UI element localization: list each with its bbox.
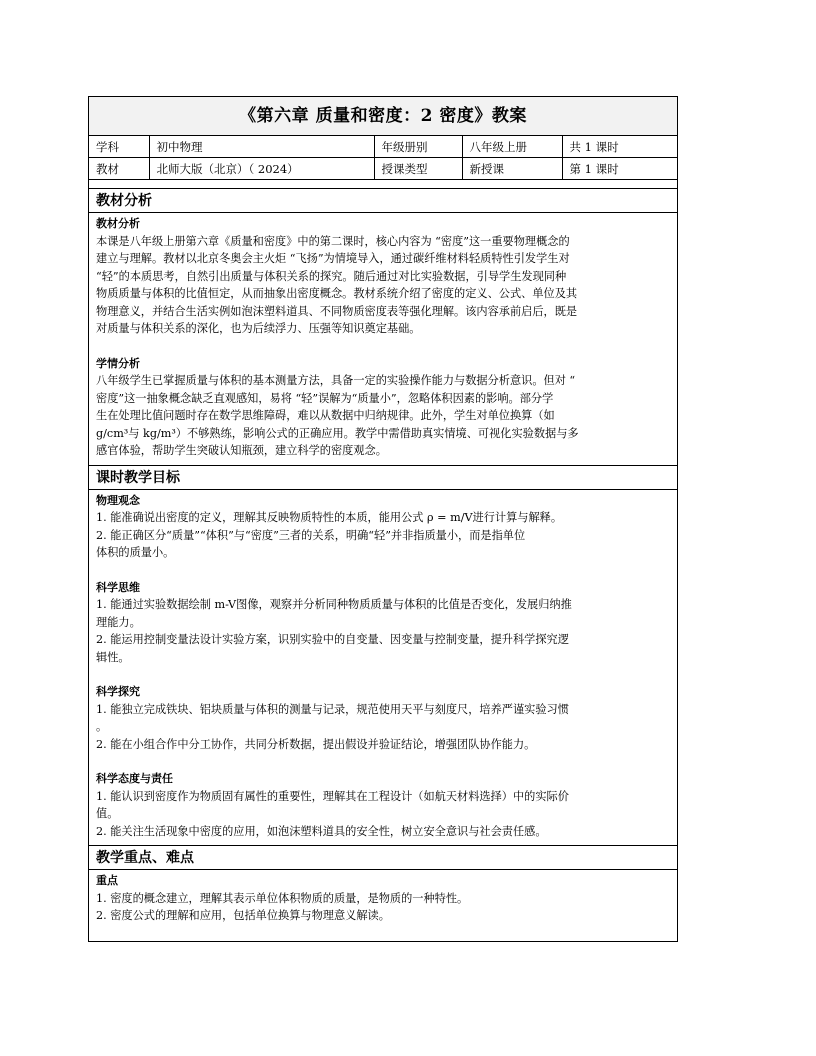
grade-label: 年级册别: [374, 136, 462, 158]
text-line: 2. 能在小组合作中分工协作，共同分析数据，提出假设并验证结论，增强团队协作能力。: [96, 737, 536, 751]
grade-value: 八年级上册: [462, 136, 562, 158]
section-heading-keypoints: 教学重点、难点: [89, 845, 677, 870]
lesson-plan-sheet: [88, 96, 678, 942]
text-line: 体积的质量小。: [96, 546, 175, 559]
text-line: 2. 密度公式的理解和应用，包括单位换算与物理意义解读。: [96, 909, 390, 922]
text-line: 1. 能通过实验数据绘制 m-V图像，观察并分析同种物质质量与体积的比值是否变化，发展归纳推: [96, 598, 572, 611]
text-line: 八年级学生已掌握质量与体积的基本测量方法，具备一定的实验操作能力与数据分析意识。但对 “: [96, 374, 576, 387]
textbook-analysis-text: [96, 233, 669, 338]
document-title: 《第六章 质量和密度：2 密度》教案: [89, 97, 677, 136]
goal-group-title: 科学态度与责任: [96, 772, 173, 785]
section-heading-analysis: 教材分析: [89, 188, 677, 213]
info-row-subject: [89, 136, 677, 158]
textbook-label: 教材: [89, 158, 149, 180]
text-line: 本课是八年级上册第六章《质量和密度》中的第二课时，核心内容为 “密度”这一重要物理概念的: [96, 234, 570, 248]
subheading-textbook-analysis: 教材分析: [96, 217, 140, 230]
total-hours: 共 1 课时: [562, 136, 677, 158]
section-body-analysis: [89, 213, 677, 465]
goal-group-title: 物理观念: [96, 493, 140, 507]
text-line: 密度”这一抽象概念缺乏直观感知，易将 “轻”误解为“质量小”，忽略体积因素的影响。部分学: [96, 391, 554, 405]
goal-group-title: 科学探究: [96, 685, 140, 698]
text-line: 1. 能独立完成铁块、铝块质量与体积的测量与记录，规范使用天平与刻度尺，培养严谨实验习惯: [96, 702, 569, 716]
text-line: 物质质量与体积的比值恒定，从而抽象出密度概念。教材系统介绍了密度的定义、公式、单位及其: [96, 287, 578, 300]
text-line: g/cm³与 kg/m³）不够熟练，影响公式的正确应用。教学中需借助真实情境、可视化实验数据与多: [96, 426, 579, 440]
subject-label: 学科: [89, 136, 149, 158]
text-line: 感官体验，帮助学生突破认知瓶颈，建立科学的密度观念。: [96, 444, 387, 457]
text-line: 物理意义，并结合生活实例如泡沫塑料道具、不同物质密度表等强化理解。该内容承前启后，既是: [96, 304, 578, 318]
course-info-table: [89, 136, 677, 180]
text-line: 1. 能准确说出密度的定义，理解其反映物质特性的本质，能用公式 ρ = m/V进行计算与解释。: [96, 511, 563, 524]
subheading-key-points: 重点: [96, 874, 118, 887]
text-line: 生在处理比值问题时存在数学思维障碍，难以从数据中归纳规律。此外，学生对单位换算（如: [96, 409, 555, 422]
textbook-value: 北师大版（北京）（ 2024）: [149, 158, 374, 180]
text-line: 建立与理解。教材以北京冬奥会主火炬 “飞扬”为情境导入，通过碳纤维材料轻质特性引发学生对: [96, 252, 570, 265]
text-line: 2. 能关注生活现象中密度的应用，如泡沫塑料道具的安全性，树立安全意识与社会责任感。: [96, 824, 547, 838]
lesson-type-label: 授课类型: [374, 158, 462, 180]
subheading-student-analysis: 学情分析: [96, 356, 140, 370]
section-body-keypoints: [89, 870, 677, 941]
subject-value: 初中物理: [149, 136, 374, 158]
text-line: “轻”的本质思考，自然引出质量与体积关系的探究。随后通过对比实验数据，引导学生发现同种: [96, 269, 567, 283]
lesson-type-value: 新授课: [462, 158, 562, 180]
text-line: 1. 能认识到密度作为物质固有属性的重要性，理解其在工程设计（如航天材料选择）中的实际价: [96, 789, 569, 803]
lesson-number: 第 1 课时: [562, 158, 677, 180]
text-line: 值。: [96, 807, 119, 820]
text-line: 辑性。: [96, 650, 130, 664]
section-body-goals: [89, 490, 677, 846]
text-line: 对质量与体积关系的深化，也为后续浮力、压强等知识奠定基础。: [96, 322, 421, 335]
info-row-textbook: [89, 158, 677, 180]
student-analysis-text: [96, 372, 669, 460]
text-line: 1. 密度的概念建立，理解其表示单位体积物质的质量，是物质的一种特性。: [96, 891, 469, 905]
section-heading-goals: 课时教学目标: [89, 465, 677, 490]
goal-group-title: 科学思维: [96, 580, 140, 594]
text-line: 2. 能运用控制变量法设计实验方案，识别实验中的自变量、因变量与控制变量，提升科学探究逻: [96, 633, 569, 646]
text-line: 理能力。: [96, 615, 141, 629]
text-line: 。: [96, 720, 108, 733]
text-line: 2. 能正确区分“质量”“体积”与“密度”三者的关系，明确“轻”并非指质量小，而是指单位: [96, 528, 526, 542]
